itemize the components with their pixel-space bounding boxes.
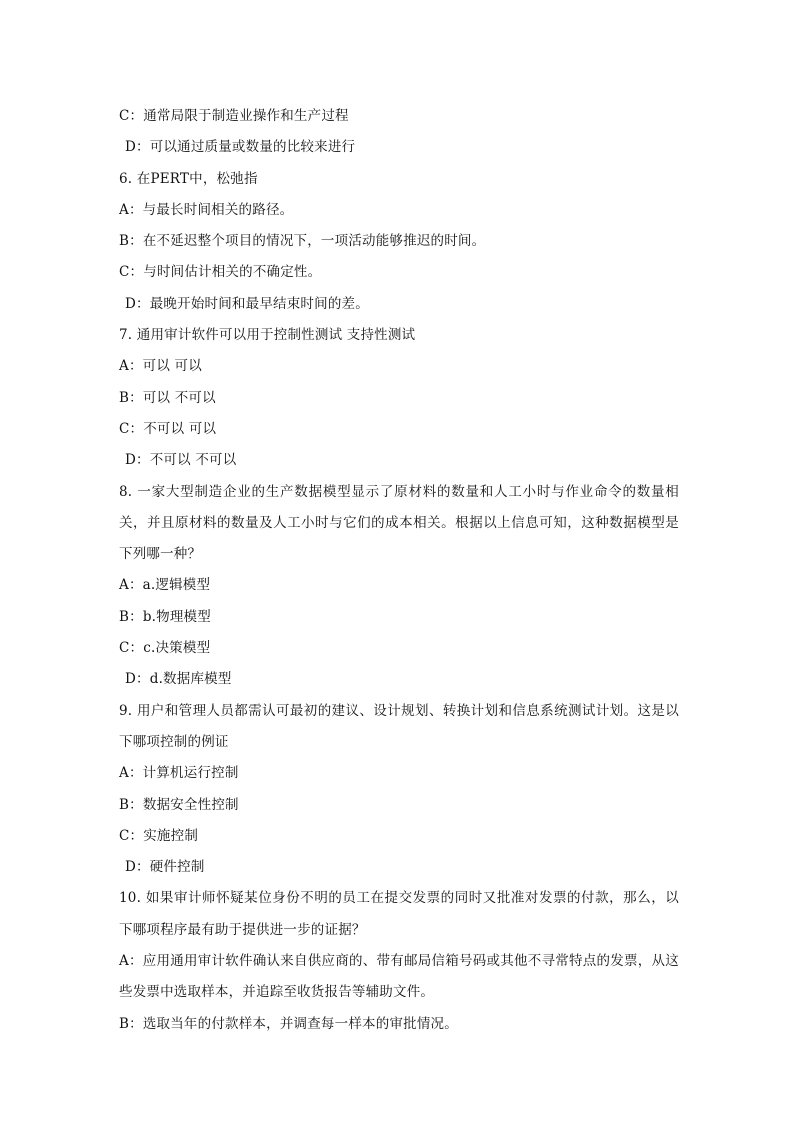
option-c-q7: C：不可以 可以 [119,420,217,437]
option-b-q6: B：在不延迟整个项目的情况下，一项活动能够推迟的时间。 [119,233,486,250]
option-b-q8: B：b.物理模型 [119,608,211,625]
option-b-q9: B：数据安全性控制 [119,796,239,813]
option-c-q8: C：c.决策模型 [119,640,211,657]
question-10: 10. 如果审计师怀疑某位身份不明的员工在提交发票的同时又批准对发票的付款，那么，以下哪项程序最有助于提供进一步的证据？ [119,890,679,938]
option-d-q7: D：不可以 不可以 [125,452,237,469]
option-a-q8: A：a.逻辑模型 [119,577,211,594]
option-d-q9: D：硬件控制 [125,859,205,876]
option-d-q8: D：d.数据库模型 [125,671,232,688]
option-a-q10: A：应用通用审计软件确认来自供应商的、带有邮局信箱号码或其他不寻常特点的发票，从这些发票中选取样本，并追踪至收货报告等辅助文件。 [119,953,679,1001]
question-8: 8. 一家大型制造企业的生产数据模型显示了原材料的数量和人工小时与作业命令的数量相关，并且原材料的数量及人工小时与它们的成本相关。根据以上信息可知，这种数据模型是下列哪一种？ [119,483,679,563]
option-d-q6: D：最晚开始时间和最早结束时间的差。 [125,295,369,312]
question-6: 6. 在PERT中，松弛指 [119,170,258,187]
question-7: 7. 通用审计软件可以用于控制性测试 支持性测试 [119,327,416,344]
option-b-q7: B：可以 不可以 [119,389,216,406]
option-a-q6: A：与最长时间相关的路径。 [119,201,294,218]
option-a-q7: A：可以 可以 [119,358,202,375]
question-9: 9. 用户和管理人员都需认可最初的建议、设计规划、转换计划和信息系统测试计划。这是以下哪项控制的例证 [119,702,679,750]
option-c-q6: C：与时间估计相关的不确定性。 [119,264,322,281]
option-b-q10: B：选取当年的付款样本，并调查每一样本的审批情况。 [119,1015,458,1032]
option-a-q9: A：计算机运行控制 [119,765,239,782]
document-body [119,101,679,1040]
option-c-q9: C：实施控制 [119,827,199,844]
option-d-q5: D：可以通过质量或数量的比较来进行 [125,139,356,156]
option-c-q5: C：通常局限于制造业操作和生产过程 [119,108,349,124]
